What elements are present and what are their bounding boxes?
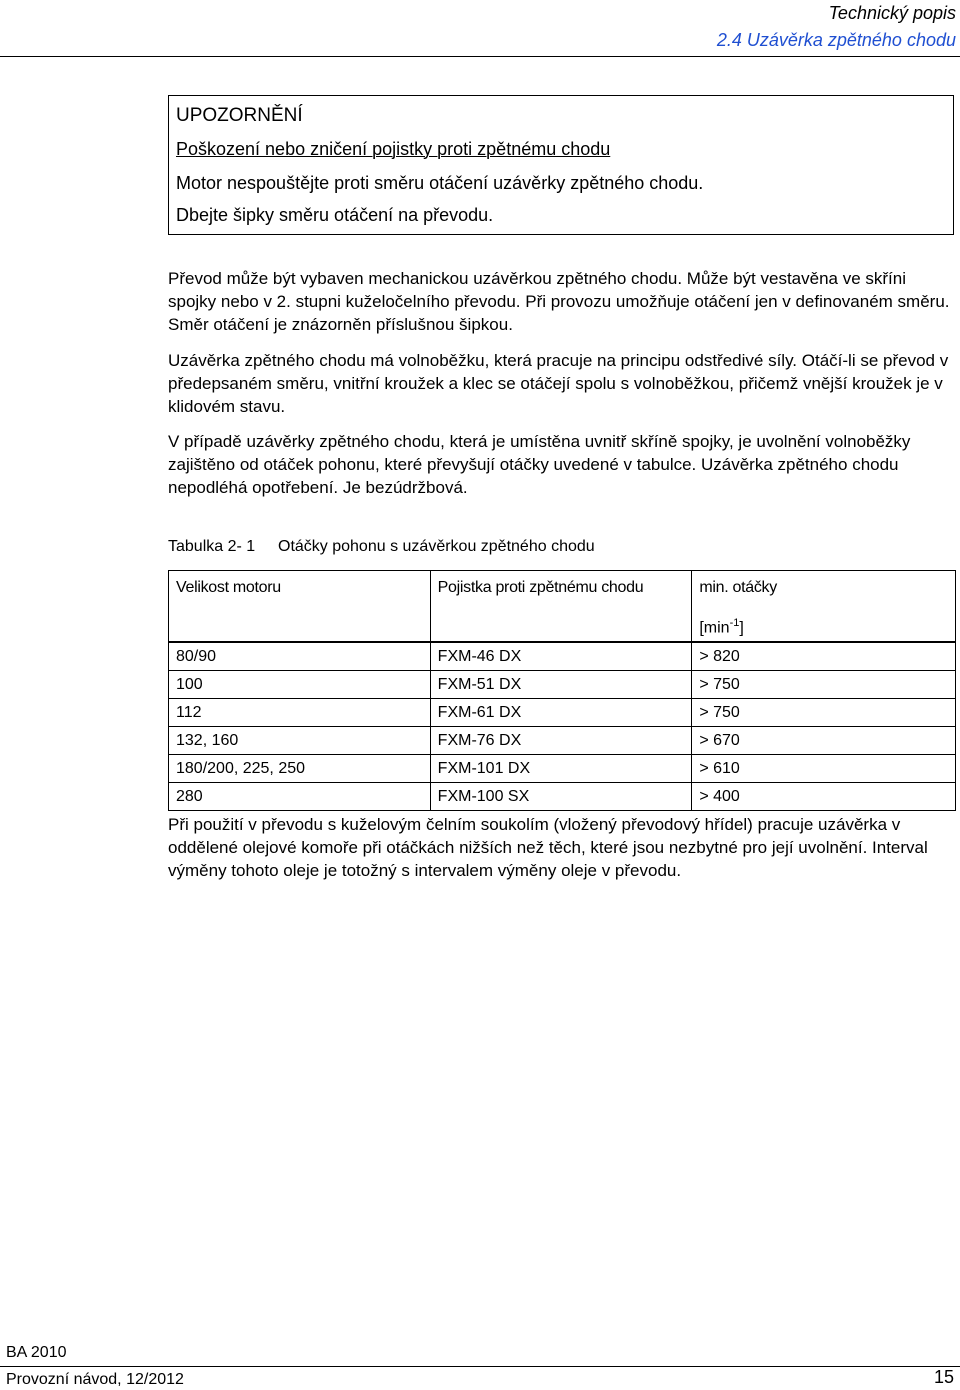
- cell-min-speed: > 400: [692, 783, 956, 811]
- speed-table: [168, 570, 956, 811]
- notice-title: UPOZORNĚNÍ: [176, 105, 303, 126]
- footer-rule: [0, 1366, 960, 1367]
- cell-min-speed: > 750: [692, 699, 956, 727]
- cell-min-speed: > 820: [692, 642, 956, 671]
- cell-min-speed: > 750: [692, 671, 956, 699]
- cell-motor-size: 180/200, 225, 250: [169, 755, 431, 783]
- table-row: [169, 671, 956, 699]
- table-caption-number: Tabulka 2- 1: [168, 538, 256, 555]
- paragraph-intro: Převod může být vybaven mechanickou uzávěrkou zpětného chodu. Může být vestavěna ve skříni spojky nebo v 2. stupni kuželočelního převodu. Při provozu umožňuje otáčení jen v definovaném směru. Směr otáčení je znázorněn příslušnou šipkou.: [168, 269, 950, 334]
- table-row: [169, 642, 956, 671]
- cell-motor-size: 112: [169, 699, 431, 727]
- table-row: [169, 783, 956, 811]
- paragraph-freewheel: Uzávěrka zpětného chodu má volnoběžku, která pracuje na principu odstředivé síly. Otáčí-li se převod v předepsaném směru, vnitřní kroužek a klec se otáčejí spolu s volnoběžkou, přičemž vnější kroužek je v klidovém stavu.: [168, 351, 949, 416]
- notice-subtitle: Poškození nebo zničení pojistky proti zpětnému chodu: [176, 139, 611, 159]
- cell-motor-size: 132, 160: [169, 727, 431, 755]
- cell-backstop: FXM-101 DX: [430, 755, 692, 783]
- cell-motor-size: 80/90: [169, 642, 431, 671]
- cell-backstop: FXM-100 SX: [430, 783, 692, 811]
- paragraph-oil-chamber: Při použití v převodu s kuželovým čelním soukolím (vložený převodový hřídel) pracuje uzávěrka v oddělené olejové komoře při otáčkách nižších než těch, které jsou nezbytné pro její uvolnění. Interval výměny tohoto oleje je totožný s intervalem výměny oleje v převodu.: [168, 815, 928, 880]
- running-header: [717, 0, 956, 54]
- page-number: 15: [933, 1367, 954, 1387]
- table-caption: [168, 536, 595, 558]
- table-caption-text: Otáčky pohonu s uzávěrkou zpětného chodu: [278, 538, 595, 555]
- notice-line: Motor nespouštějte proti směru otáčení uzávěrky zpětného chodu.: [176, 173, 704, 193]
- cell-motor-size: 280: [169, 783, 431, 811]
- cell-min-speed: > 670: [692, 727, 956, 755]
- table-row: [169, 699, 956, 727]
- notice-line: Dbejte šipky směru otáčení na převodu.: [176, 205, 494, 225]
- table-header-unit-row: [169, 613, 956, 642]
- cell-min-speed: > 610: [692, 755, 956, 783]
- header-min-speed: min. otáčky: [692, 571, 956, 614]
- cell-backstop: FXM-61 DX: [430, 699, 692, 727]
- cell-backstop: FXM-76 DX: [430, 727, 692, 755]
- header-motor-size: Velikost motoru: [169, 571, 431, 614]
- header-unit: $[\min^{-1}]$: [692, 613, 956, 642]
- paragraph-release: V případě uzávěrky zpětného chodu, která je umístěna uvnitř skříně spojky, je uvolnění volnoběžky zajištěno od otáček pohonu, které převyšují otáčky uvedené v tabulce. Uzávěrka zpětného chodu nepodléhá opotřebení. Je bezúdržbová.: [168, 432, 911, 497]
- cell-backstop: FXM-51 DX: [430, 671, 692, 699]
- table-row: [169, 727, 956, 755]
- cell-backstop: FXM-46 DX: [430, 642, 692, 671]
- chapter-title: 2.4 Uzávěrka zpětného chodu: [716, 30, 956, 50]
- doc-code: BA 2010: [6, 1344, 67, 1361]
- section-title: Technický popis: [828, 3, 956, 23]
- cell-motor-size: 100: [169, 671, 431, 699]
- table-header-row: [169, 571, 956, 614]
- doc-title: Provozní návod, 12/2012: [6, 1371, 184, 1388]
- header-backstop: Pojistka proti zpětnému chodu: [430, 571, 692, 614]
- warning-notice: [168, 95, 954, 235]
- table-row: [169, 755, 956, 783]
- header-rule: [0, 56, 960, 57]
